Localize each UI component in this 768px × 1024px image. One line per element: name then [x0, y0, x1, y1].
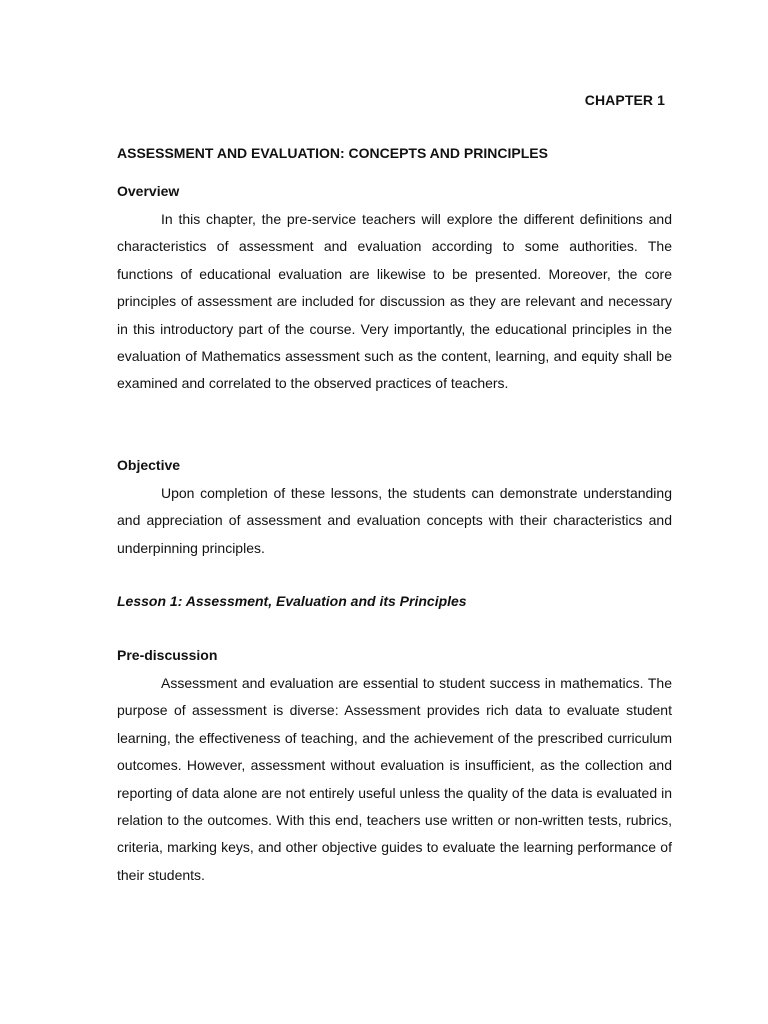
overview-heading: Overview — [117, 183, 180, 199]
objective-paragraph: Upon completion of these lessons, the students can demonstrate understanding and appreciation of assessment and evaluation concepts with their characteristics and underpinning principles. — [117, 485, 672, 556]
overview-paragraph: In this chapter, the pre-service teachers will explore the different definitions and characteristics of assessment and evaluation according to some authorities. The functions of educational evaluation are likewise to be presented. Moreover, the core principles of assessment are included for discussion as they are relevant and necessary in this introductory part of the course. Very importantly, the educational principles in the evaluation of Mathematics assessment such as the content, learning, and equity shall be examined and correlated to the observed practices of teachers. — [117, 211, 672, 392]
lesson-title: Lesson 1: Assessment, Evaluation and its Principles — [117, 593, 467, 609]
prediscussion-paragraph: Assessment and evaluation are essential to student success in mathematics. The purpose of assessment is diverse: Assessment provides rich data to evaluate student learning, the effectiveness of teaching, and the achievement of the prescribed curriculum outcomes. However, assessment without evaluation is insufficient, as the collection and reporting of data alone are not entirely useful unless the quality of the data is evaluated in relation to the outcomes. With this end, teachers use written or non-written tests, rubrics, criteria, marking keys, and other objective guides to evaluate the learning performance of their students. — [117, 675, 672, 883]
objective-heading: Objective — [117, 457, 181, 473]
prediscussion-heading: Pre-discussion — [117, 647, 218, 663]
chapter-title: ASSESSMENT AND EVALUATION: CONCEPTS AND PRINCIPLES — [117, 145, 548, 161]
chapter-label: CHAPTER 1 — [584, 92, 665, 108]
